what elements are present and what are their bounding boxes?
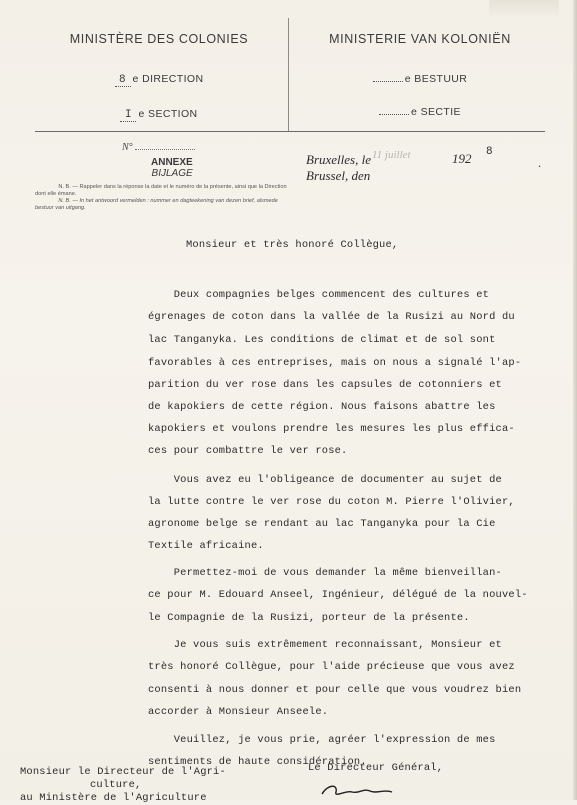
paper-edge-shadow: [573, 0, 577, 800]
body-line: ce pour M. Edouard Anseel, Ingénieur, délégué de la nouvel-: [148, 589, 528, 602]
letterhead-french: [40, 32, 278, 122]
note-fr-prefix: N. B.: [58, 184, 71, 190]
body-line: Vous avez eu l'obligeance de documenter au sujet de: [148, 473, 502, 486]
body-line: parition du ver rose dans les capsules de cotonniers et: [148, 378, 502, 391]
reply-notes: [35, 184, 290, 212]
note-fr: [35, 184, 290, 198]
body-line: très honoré Collègue, pour l'aide précieuse que vous avez: [148, 661, 515, 674]
body-line: accorder à Monsieur Anseele.: [148, 705, 329, 718]
body-line: Veuillez, je vous prie, agréer l'expression de mes: [148, 733, 496, 746]
bestuur-blank: [373, 81, 403, 82]
sectie-label: e SECTIE: [411, 106, 461, 118]
annexe-block: [151, 157, 193, 179]
direction-number: 8: [115, 74, 131, 87]
no-blank: [135, 149, 195, 150]
letter-greeting: Monsieur et très honoré Collègue,: [186, 239, 399, 251]
closing-title: Le Directeur Général,: [308, 762, 444, 774]
sectie-line: [300, 106, 540, 118]
section-line: [40, 108, 278, 122]
annexe-label: ANNEXE: [151, 157, 193, 168]
note-nl-text: — In het antwoord vermelden : nummer en dagteekening van dezen brief, alsmede bestuur van uitgang.: [35, 198, 278, 211]
bestuur-label: e BESTUUR: [404, 73, 468, 85]
date-stamp: 11 juillet: [372, 149, 411, 161]
body-line: consenti à nous donner et pour celle que vous voudrez bien: [148, 683, 522, 696]
no-label: N°: [122, 142, 133, 153]
year-digit: 8: [486, 146, 493, 158]
body-line: la lutte contre le ver rose du coton M. Pierre l'Olivier,: [148, 496, 515, 509]
section-number: I: [120, 109, 136, 122]
dateline-place: [306, 152, 371, 184]
dateline-end-dot: .: [538, 156, 541, 170]
body-line: de kapokiers de cette région. Nous faisons abattre les: [148, 401, 496, 413]
addressee-line: culture,: [90, 779, 142, 791]
place-fr: Bruxelles, le: [306, 152, 371, 167]
body-line: kapokiers et voulons prendre les mesures les plus effica-: [148, 423, 515, 436]
ministry-name-fr: MINISTÈRE DES COLONIES: [69, 32, 249, 46]
addressee-line: au Ministère de l'Agriculture: [20, 792, 207, 804]
direction-line: [40, 73, 278, 87]
signature-mark: [318, 780, 408, 800]
place-nl: Brussel, den: [306, 168, 371, 183]
paper-crease: [489, 0, 559, 16]
note-nl-prefix: N. B.: [58, 198, 71, 204]
body-line: égrenages de coton dans la vallée de la Rusizi au Nord du: [148, 311, 515, 324]
letterhead-rule: [35, 131, 545, 132]
section-label: e SECTION: [138, 108, 198, 120]
letterhead-dutch: [300, 32, 540, 118]
year-prefix: 192: [452, 151, 472, 166]
bestuur-line: [300, 73, 540, 85]
body-line: sentiments de haute considération.: [148, 755, 367, 768]
note-nl: [35, 198, 290, 212]
sectie-blank: [379, 114, 409, 115]
body-line: le Compagnie de la Rusizi, porteur de la présente.: [148, 611, 470, 624]
body-line: agronome belge se rendant au lac Tanganyka pour la Cie: [148, 518, 496, 531]
addressee-line: Monsieur le Directeur de l'Agri-: [20, 766, 226, 778]
body-line: lac Tanganyka. Les conditions de climat et de sol sont: [148, 334, 496, 347]
body-line: ces pour combattre le ver rose.: [148, 445, 348, 458]
body-line: Textile africaine.: [148, 539, 264, 552]
body-line: favorables à ces entreprises, mais on nous a signalé l'ap-: [148, 356, 522, 369]
direction-label: e DIRECTION: [132, 73, 204, 85]
bijlage-label: BIJLAGE: [151, 168, 193, 179]
body-line: Deux compagnies belges commencent des cultures et: [148, 289, 490, 301]
reference-number: [122, 142, 195, 153]
body-line: Permettez-moi de vous demander la même bienveillan-: [148, 567, 502, 580]
note-fr-text: — Rappeler dans la réponse la date et le numéro de la présente, ainsi que la Direction dont elle émane.: [35, 184, 287, 197]
body-line: Je vous suis extrêmement reconnaissant, Monsieur et: [148, 639, 502, 652]
letterhead-divider: [288, 18, 289, 131]
ministry-name-nl: MINISTERIE VAN KOLONIËN: [329, 32, 511, 46]
